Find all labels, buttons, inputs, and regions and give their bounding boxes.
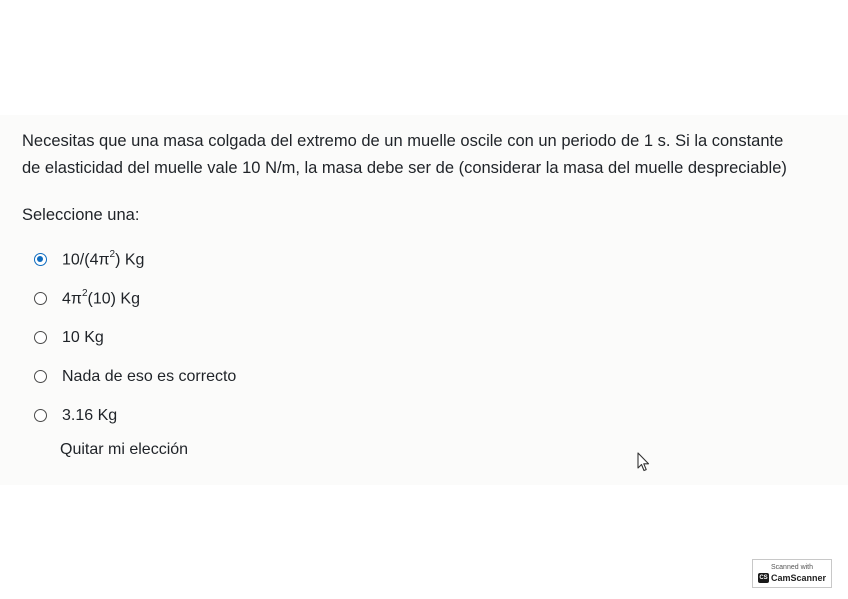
option-3-label[interactable]: 10 Kg bbox=[62, 328, 104, 346]
watermark-small-text: Scanned with bbox=[770, 564, 814, 571]
question-line-2: de elasticidad del muelle vale 10 N/m, la masa debe ser de (considerar la masa del muelle despreciable) bbox=[22, 159, 787, 177]
option-3[interactable] bbox=[30, 318, 430, 357]
radio-option-5[interactable] bbox=[34, 409, 47, 422]
watermark-brand-text: CamScanner bbox=[770, 573, 827, 583]
option-5-label[interactable]: 3.16 Kg bbox=[62, 406, 118, 424]
radio-option-1[interactable] bbox=[34, 253, 47, 266]
option-4[interactable] bbox=[30, 357, 430, 396]
answer-options bbox=[30, 240, 430, 435]
option-1[interactable] bbox=[30, 240, 430, 279]
question-text bbox=[22, 128, 837, 182]
answer-prompt: Seleccione una: bbox=[22, 206, 140, 224]
option-4-label[interactable]: Nada de eso es correcto bbox=[62, 367, 237, 385]
radio-option-2[interactable] bbox=[34, 292, 47, 305]
clear-choice-link[interactable]: Quitar mi elección bbox=[60, 441, 189, 458]
camscanner-watermark bbox=[752, 559, 832, 588]
option-2-label[interactable]: $4\pi^2(10)$ Kg bbox=[62, 287, 140, 308]
watermark-brand bbox=[753, 572, 831, 584]
radio-option-3[interactable] bbox=[34, 331, 47, 344]
question-line-1: Necesitas que una masa colgada del extremo de un muelle oscile con un periodo de 1 s. Si la constante bbox=[22, 132, 784, 150]
option-2[interactable] bbox=[30, 279, 430, 318]
mouse-pointer-icon bbox=[637, 452, 651, 472]
option-1-label[interactable]: $10/(4\pi^2)$ Kg bbox=[62, 248, 145, 269]
camscanner-logo-icon: CS bbox=[759, 575, 768, 581]
option-5[interactable] bbox=[30, 396, 430, 435]
radio-option-4[interactable] bbox=[34, 370, 47, 383]
